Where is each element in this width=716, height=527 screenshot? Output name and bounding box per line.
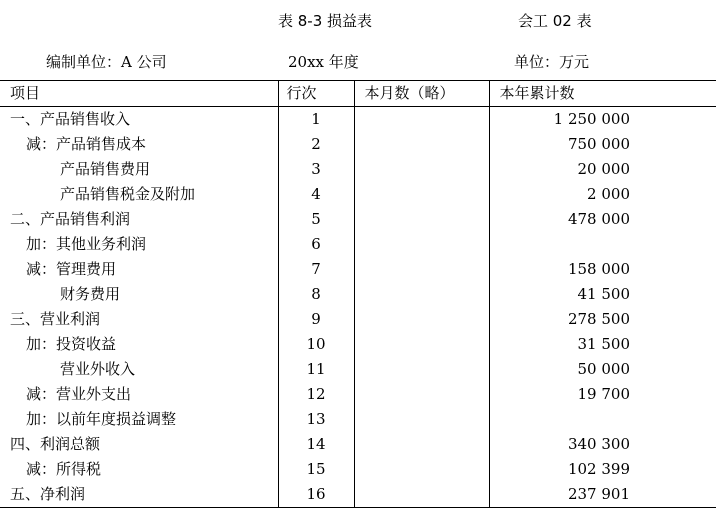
month-cell — [354, 407, 489, 432]
table-row — [0, 307, 716, 332]
month-cell — [354, 457, 489, 482]
table-row — [0, 332, 716, 357]
item-cell: 产品销售费用 — [60, 160, 151, 178]
ytd-cell: 278 500 — [489, 307, 716, 332]
ytd-cell: 340 300 — [489, 432, 716, 457]
month-cell — [354, 357, 489, 382]
table-row — [0, 257, 716, 282]
ytd-cell: 2 000 — [489, 182, 716, 207]
table-row — [0, 182, 716, 207]
column-header-line: 行次 — [278, 81, 354, 107]
table-row — [0, 432, 716, 457]
line-cell: 15 — [278, 457, 354, 482]
ytd-cell: 478 000 — [489, 207, 716, 232]
fiscal-year: 20xx 年度 — [288, 53, 359, 71]
item-cell: 营业外收入 — [60, 360, 136, 378]
line-cell: 12 — [278, 382, 354, 407]
ytd-cell — [489, 407, 716, 432]
line-cell: 7 — [278, 257, 354, 282]
line-cell: 4 — [278, 182, 354, 207]
column-header-month: 本月数（略） — [354, 81, 489, 107]
line-cell: 1 — [278, 107, 354, 133]
table-row — [0, 357, 716, 382]
table-row — [0, 482, 716, 508]
line-cell: 10 — [278, 332, 354, 357]
header-row — [0, 81, 716, 107]
line-cell: 9 — [278, 307, 354, 332]
table-row — [0, 232, 716, 257]
month-cell — [354, 282, 489, 307]
income-statement-table — [0, 80, 716, 508]
table-title: 表 8-3 损益表 — [278, 12, 373, 30]
ytd-cell: 41 500 — [489, 282, 716, 307]
item-cell: 财务费用 — [60, 285, 121, 303]
month-cell — [354, 382, 489, 407]
ytd-cell: 102 399 — [489, 457, 716, 482]
table-row — [0, 107, 716, 133]
table-row — [0, 282, 716, 307]
month-cell — [354, 207, 489, 232]
item-cell: 二、产品销售利润 — [10, 210, 131, 228]
ytd-cell: 237 901 — [489, 482, 716, 508]
item-cell: 减：所得税 — [26, 460, 102, 478]
item-cell: 五、净利润 — [0, 482, 278, 508]
column-header-ytd: 本年累计数 — [489, 81, 716, 107]
line-cell: 8 — [278, 282, 354, 307]
month-cell — [354, 107, 489, 133]
table-row — [0, 132, 716, 157]
ytd-cell: 158 000 — [489, 257, 716, 282]
month-cell — [354, 307, 489, 332]
item-cell: 加：以前年度损益调整 — [26, 410, 177, 428]
line-cell: 3 — [278, 157, 354, 182]
item-cell: 加：投资收益 — [26, 335, 117, 353]
line-cell: 6 — [278, 232, 354, 257]
month-cell — [354, 232, 489, 257]
ytd-cell: 19 700 — [489, 382, 716, 407]
item-cell: 减：产品销售成本 — [26, 135, 147, 153]
form-code: 会工 02 表 — [518, 12, 592, 30]
item-cell: 三、营业利润 — [10, 310, 101, 328]
month-cell — [354, 157, 489, 182]
currency-unit: 单位：万元 — [514, 53, 590, 71]
table-row — [0, 382, 716, 407]
ytd-cell: 20 000 — [489, 157, 716, 182]
item-cell: 产品销售税金及附加 — [60, 185, 196, 203]
line-cell: 2 — [278, 132, 354, 157]
item-cell: 减：管理费用 — [26, 260, 117, 278]
column-header-item: 项目 — [0, 81, 278, 107]
table-row — [0, 457, 716, 482]
ytd-cell — [489, 232, 716, 257]
table-row — [0, 207, 716, 232]
ytd-cell: 50 000 — [489, 357, 716, 382]
item-cell: 减：营业外支出 — [26, 385, 132, 403]
month-cell — [354, 182, 489, 207]
reporting-entity: 编制单位：A 公司 — [46, 53, 167, 71]
line-cell: 13 — [278, 407, 354, 432]
month-cell — [354, 482, 489, 508]
line-cell: 5 — [278, 207, 354, 232]
item-cell: 四、利润总额 — [10, 435, 101, 453]
table-row — [0, 407, 716, 432]
item-cell: 加：其他业务利润 — [26, 235, 147, 253]
ytd-cell: 1 250 000 — [489, 107, 716, 133]
item-cell: 一、产品销售收入 — [10, 110, 131, 128]
ytd-cell: 750 000 — [489, 132, 716, 157]
line-cell: 14 — [278, 432, 354, 457]
line-cell: 11 — [278, 357, 354, 382]
month-cell — [354, 432, 489, 457]
line-cell: 16 — [278, 482, 354, 508]
table-row — [0, 157, 716, 182]
month-cell — [354, 132, 489, 157]
month-cell — [354, 332, 489, 357]
ytd-cell: 31 500 — [489, 332, 716, 357]
month-cell — [354, 257, 489, 282]
